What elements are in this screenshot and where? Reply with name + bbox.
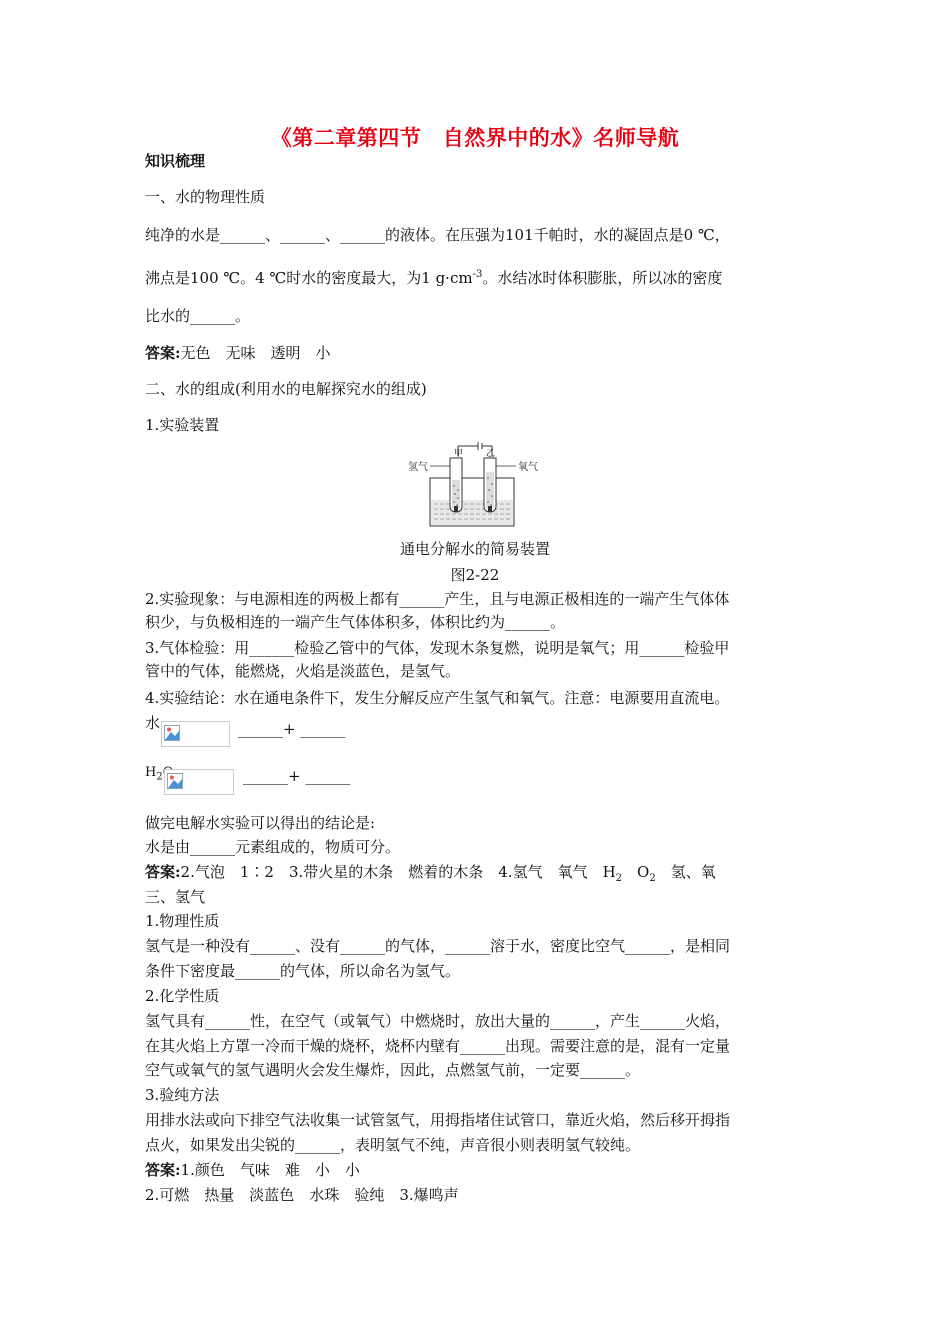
s1-answer: 答案:无色 无味 透明 小 (145, 344, 331, 362)
s2-answer: 答案:2.气泡 1∶2 3.带火星的木条 燃着的木条 4.氢气 氧气 $H_2$ $O_2$ 氢、氧 (145, 863, 716, 884)
s2-item3-line2: 管中的气体，能燃烧，火焰是淡蓝色，是氢气。 (145, 662, 461, 680)
s2-item2-line2: 积少，与负极相连的一端产生气体体积多，体积比约为______。 (145, 613, 566, 631)
image-icon (167, 773, 183, 789)
s3-item2-line2: 在其火焰上方罩一冷而干燥的烧杯，烧杯内壁有______出现。需要注意的是，混有一定量 (145, 1037, 731, 1055)
figure-caption: 通电分解水的简易装置 (399, 540, 550, 558)
equation-formula-products: ______+ ______ (243, 767, 351, 785)
s3-item1-line1: 氢气是一种没有______、没有______的气体，______溶于水，密度比空气______，是相同 (145, 937, 731, 955)
s2-item1: 1.实验装置 (145, 416, 220, 434)
s2-heading: 二、水的组成(利用水的电解探究水的组成) (145, 380, 427, 398)
s2-item3-line1: 3.气体检验：用______检验乙管中的气体，发现木条复燃，说明是氧气；用______检验甲 (145, 639, 730, 657)
document-title: 《第二章第四节 自然界中的水》名师导航 (270, 125, 680, 150)
s3-answer-line2: 2.可燃 热量 淡蓝色 水珠 验纯 3.爆鸣声 (145, 1186, 459, 1204)
s1-heading: 一、水的物理性质 (145, 188, 266, 206)
s3-item3: 3.验纯方法 (145, 1086, 220, 1104)
figure-number: 图2-22 (450, 566, 500, 584)
fig-label-yi: 乙 (486, 449, 496, 459)
equation-formula: $H_2$ (145, 765, 163, 783)
s3-item3-line2: 点火，如果发出尖锐的______，表明氢气不纯，声音很小则表明氢气较纯。 (145, 1136, 641, 1154)
water-trough (430, 478, 514, 526)
s3-item1-line2: 条件下密度最______的气体，所以命名为氢气。 (145, 962, 461, 980)
s3-item3-line1: 用排水法或向下排空气法收集一试管氢气，用拇指堵住试管口，靠近火焰，然后移开拇指 (145, 1111, 731, 1129)
s3-heading: 三、氢气 (145, 888, 206, 906)
broken-image-placeholder-2 (164, 769, 234, 795)
s2-item4: 4.实验结论：水在通电条件下，发生分解反应产生氢气和氧气。注意：电源要用直流电。 (145, 689, 730, 707)
s1-paragraph-line3: 比水的______。 (145, 307, 251, 325)
conclusion-line2: 水是由______元素组成的，物质可分。 (145, 838, 401, 856)
image-icon (164, 725, 180, 741)
s1-paragraph-line1: 纯净的水是______、______、______的液体。在压强为101千帕时，水的凝固点是0 ℃， (145, 226, 730, 244)
equation-word: 水 (145, 714, 161, 732)
s1-paragraph-line2: 沸点是100 ℃。4 ℃时水的密度最大，为1 $g\cdot cm^{-3}$。水结冰时体积膨胀，所以冰的密度 (145, 269, 723, 287)
tube-yi (484, 458, 496, 512)
tube-jia (450, 458, 462, 512)
conclusion-line1: 做完电解水实验可以得出的结论是: (145, 814, 376, 832)
fig-label-jia: 甲 (454, 449, 464, 459)
equation-word-products: ______+ ______ (238, 720, 346, 738)
section-knowledge-heading: 知识梳理 (145, 152, 206, 170)
fig-label-oxygen: 氧气 (518, 462, 538, 473)
broken-image-placeholder (161, 721, 230, 747)
s3-item2-line1: 氢气具有______性，在空气（或氧气）中燃烧时，放出大量的______，产生______火焰， (145, 1012, 731, 1030)
s3-item2-line3: 空气或氧气的氢气遇明火会发生爆炸，因此，点燃氢气前，一定要______。 (145, 1061, 641, 1079)
fig-label-hydrogen: 氢气 (408, 462, 428, 473)
s3-item1: 1.物理性质 (145, 912, 220, 930)
s3-item2: 2.化学性质 (145, 987, 220, 1005)
s2-item2-line1: 2.实验现象：与电源相连的两极上都有______产生，且与电源正极相连的一端产生气体体 (145, 590, 730, 608)
s3-answer-line1: 答案:1.颜色 气味 难 小 小 (145, 1161, 360, 1179)
electrolysis-apparatus-figure (408, 442, 543, 530)
